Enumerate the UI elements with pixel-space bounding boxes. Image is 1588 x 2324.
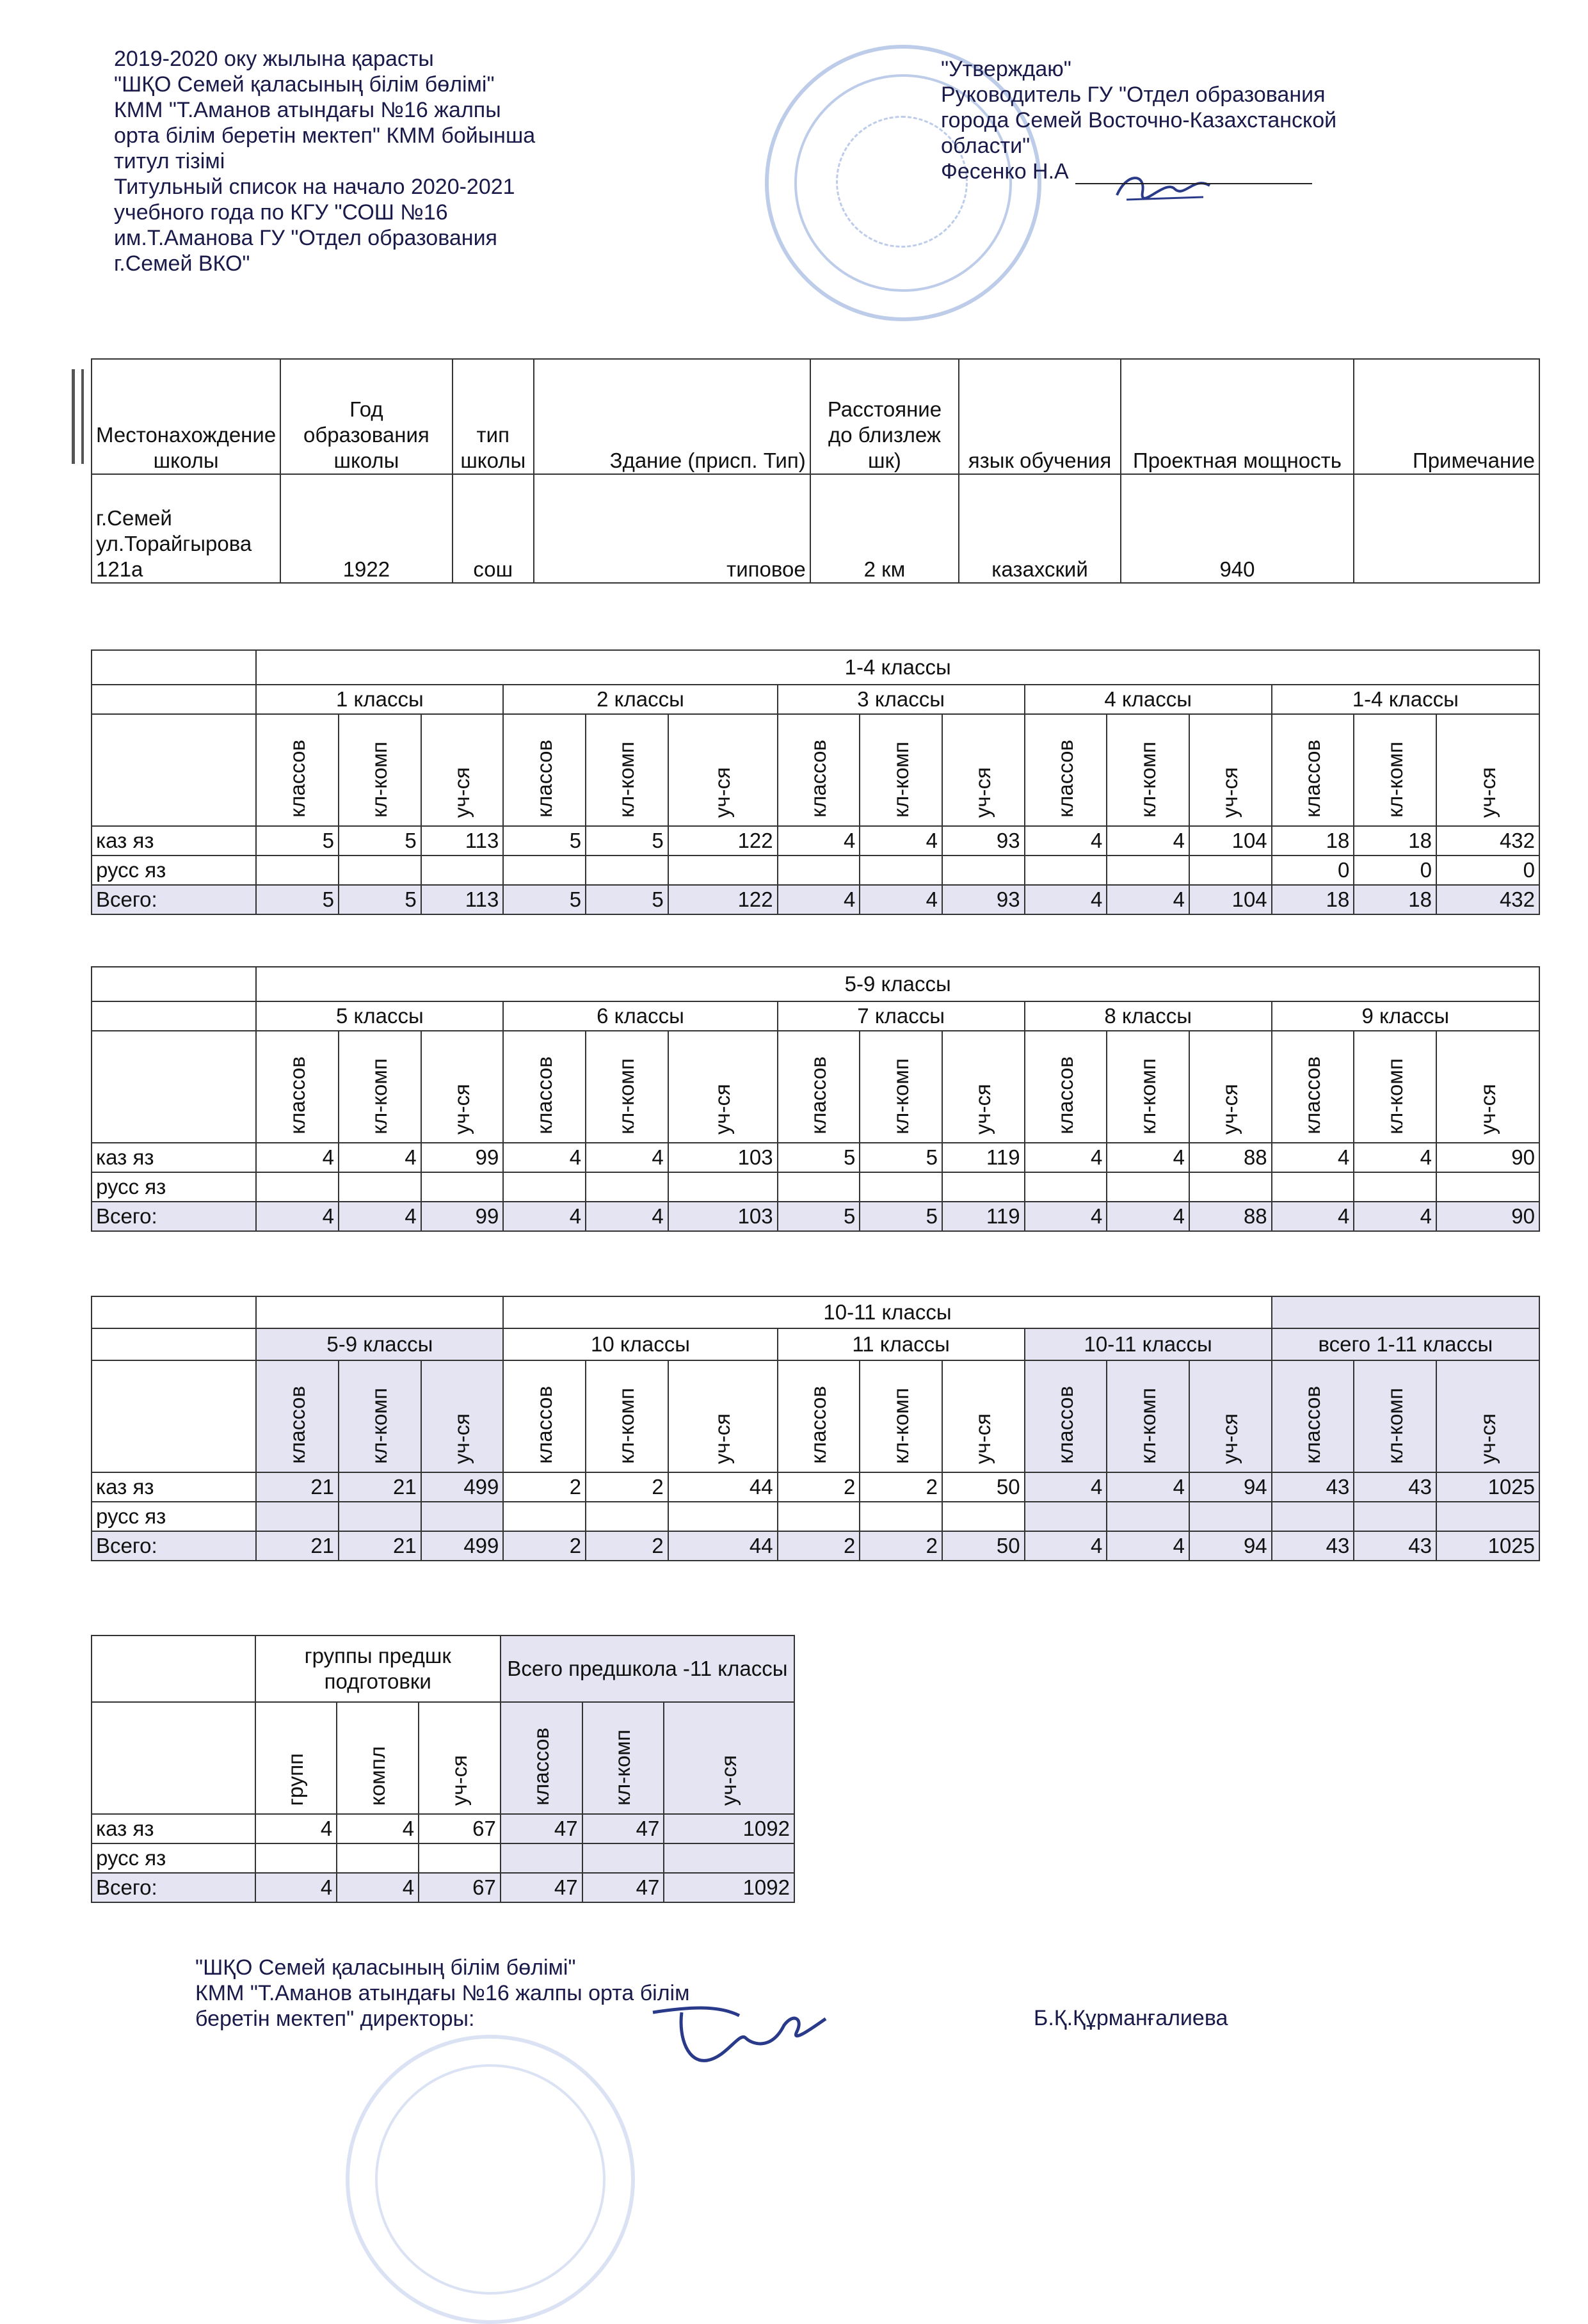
group-header: 10-11 классы bbox=[1025, 1328, 1272, 1360]
table-cell: 4 bbox=[503, 1143, 586, 1172]
sub-header: классов bbox=[285, 1386, 309, 1464]
table-cell: 99 bbox=[421, 1143, 504, 1172]
table-cell bbox=[778, 856, 860, 885]
table-cell: 43 bbox=[1272, 1531, 1354, 1561]
table-cell bbox=[1107, 1172, 1189, 1202]
table-cell: 44 bbox=[668, 1472, 778, 1502]
table-cell bbox=[255, 1843, 337, 1873]
sub-header: классов bbox=[532, 740, 556, 818]
header-left-line: учебного года по КГУ "СОШ №16 bbox=[114, 200, 448, 225]
table-cell bbox=[1025, 1502, 1107, 1531]
header-left-line: титул тізімі bbox=[114, 149, 225, 173]
table-cell: 93 bbox=[942, 885, 1025, 914]
info-cell: типовое bbox=[534, 474, 810, 583]
row-label: русс яз bbox=[92, 1843, 255, 1873]
table-cell bbox=[668, 1172, 778, 1202]
sub-header: классов bbox=[806, 740, 830, 818]
table-cell bbox=[339, 1502, 421, 1531]
table-row bbox=[92, 826, 1539, 856]
group-header: 6 классы bbox=[503, 1001, 777, 1031]
table-cell bbox=[501, 1843, 582, 1873]
table-cell: 21 bbox=[339, 1531, 421, 1561]
header-left-line: орта білім беретін мектеп" КММ бойынша bbox=[114, 123, 536, 148]
sub-header: классов bbox=[532, 1386, 556, 1464]
table-cell: 4 bbox=[778, 826, 860, 856]
row-label: каз яз bbox=[92, 1143, 256, 1172]
table-cell: 4 bbox=[1107, 1202, 1189, 1231]
table-cell: 5 bbox=[503, 826, 586, 856]
sub-header: классов bbox=[285, 1056, 309, 1134]
sub-header: уч-ся bbox=[447, 1755, 471, 1806]
sub-header: кл-комп bbox=[1135, 1388, 1160, 1464]
table-cell: 499 bbox=[421, 1531, 504, 1561]
table-cell: 47 bbox=[582, 1814, 664, 1843]
table-cell: 0 bbox=[1436, 856, 1539, 885]
table-cell: 4 bbox=[1354, 1143, 1436, 1172]
table-cell: 0 bbox=[1272, 856, 1354, 885]
table-cell: 4 bbox=[503, 1202, 586, 1231]
sub-header: кл-комп bbox=[614, 1058, 639, 1134]
table-cell bbox=[421, 1502, 504, 1531]
sub-header: уч-ся bbox=[717, 1755, 741, 1806]
table-cell: 18 bbox=[1272, 885, 1354, 914]
table-row bbox=[92, 1843, 794, 1873]
approval-block bbox=[941, 56, 1466, 184]
table-title: 10-11 классы bbox=[503, 1296, 1271, 1328]
table-cell bbox=[1025, 1172, 1107, 1202]
table-cell: 4 bbox=[337, 1873, 419, 1902]
table-cell bbox=[1436, 1502, 1539, 1531]
header-left-line: КММ "Т.Аманов атындағы №16 жалпы bbox=[114, 98, 501, 122]
table-cell: 5 bbox=[503, 885, 586, 914]
table-cell: 4 bbox=[860, 826, 942, 856]
info-header: Здание (присп. Тип) bbox=[534, 359, 810, 474]
table-cell bbox=[421, 856, 504, 885]
sub-header: классов bbox=[1053, 1056, 1077, 1134]
row-label: Всего: bbox=[92, 1202, 256, 1231]
table-title: 5-9 классы bbox=[256, 967, 1539, 1001]
sub-header: классов bbox=[1053, 740, 1077, 818]
sub-header: кл-комп bbox=[888, 742, 913, 818]
table-cell: 1025 bbox=[1436, 1531, 1539, 1561]
info-header: язык обучения bbox=[959, 359, 1121, 474]
sub-header: кл-комп bbox=[614, 742, 639, 818]
approval-line: "Утверждаю" bbox=[941, 57, 1071, 81]
group-header: 10 классы bbox=[503, 1328, 777, 1360]
table-cell: 5 bbox=[860, 1143, 942, 1172]
table-cell: 2 bbox=[778, 1472, 860, 1502]
sub-header: кл-комп bbox=[888, 1388, 913, 1464]
table-cell bbox=[256, 1502, 339, 1531]
row-label: Всего: bbox=[92, 1873, 255, 1902]
table-cell: 4 bbox=[339, 1202, 421, 1231]
sub-header: уч-ся bbox=[971, 1083, 995, 1134]
table-row bbox=[92, 1472, 1539, 1502]
info-cell: 2 км bbox=[810, 474, 959, 583]
table-cell: 1092 bbox=[664, 1873, 794, 1902]
header-left-line: "ШҚО Семей қаласының білім бөлімі" bbox=[114, 72, 495, 97]
sub-header: уч-ся bbox=[710, 1413, 735, 1464]
table-row bbox=[92, 1531, 1539, 1561]
table-cell bbox=[339, 856, 421, 885]
info-cell: казахский bbox=[959, 474, 1121, 583]
table-cell: 67 bbox=[419, 1814, 501, 1843]
table-cell: 21 bbox=[256, 1472, 339, 1502]
row-label: каз яз bbox=[92, 1814, 255, 1843]
table-cell bbox=[503, 1502, 586, 1531]
table-row bbox=[92, 1143, 1539, 1172]
approval-line: города Семей Восточно-Казахстанской bbox=[941, 108, 1337, 132]
sub-header: классов bbox=[285, 740, 309, 818]
table-title: 1-4 классы bbox=[256, 650, 1539, 685]
table-cell bbox=[586, 1502, 668, 1531]
table-cell bbox=[942, 856, 1025, 885]
header-left-line: им.Т.Аманова ГУ "Отдел образования bbox=[114, 226, 497, 250]
table-cell: 5 bbox=[339, 885, 421, 914]
table-cell: 2 bbox=[860, 1472, 942, 1502]
sub-header: компл bbox=[365, 1746, 390, 1806]
table-cell: 5 bbox=[256, 826, 339, 856]
row-label: Всего: bbox=[92, 885, 256, 914]
table-cell bbox=[1189, 1502, 1272, 1531]
table-cell: 94 bbox=[1189, 1472, 1272, 1502]
table-cell: 119 bbox=[942, 1143, 1025, 1172]
sub-header: кл-комп bbox=[1383, 742, 1407, 818]
table-cell: 2 bbox=[778, 1531, 860, 1561]
margin-marks bbox=[72, 369, 84, 464]
table-cell: 99 bbox=[421, 1202, 504, 1231]
table-cell: 18 bbox=[1354, 826, 1436, 856]
table-cell bbox=[1189, 856, 1272, 885]
table-cell: 4 bbox=[1025, 826, 1107, 856]
sub-header: классов bbox=[532, 1056, 556, 1134]
table-cell: 2 bbox=[860, 1531, 942, 1561]
table-cell: 21 bbox=[339, 1472, 421, 1502]
table-cell bbox=[942, 1172, 1025, 1202]
table-cell: 18 bbox=[1272, 826, 1354, 856]
row-label: русс яз bbox=[92, 1502, 256, 1531]
table-cell: 4 bbox=[1107, 885, 1189, 914]
table-cell: 104 bbox=[1189, 826, 1272, 856]
footer-line: беретін мектеп" директоры: bbox=[195, 2007, 475, 2031]
table-cell bbox=[503, 856, 586, 885]
table-cell: 43 bbox=[1354, 1531, 1436, 1561]
data-rows bbox=[92, 826, 1539, 914]
table-cell: 1092 bbox=[664, 1814, 794, 1843]
table-cell: 4 bbox=[1272, 1202, 1354, 1231]
table-cell: 47 bbox=[582, 1873, 664, 1902]
footer-line: КММ "Т.Аманов атындағы №16 жалпы орта білім bbox=[195, 1981, 690, 2005]
sub-header: кл-комп bbox=[1383, 1058, 1407, 1134]
table-cell: 5 bbox=[586, 826, 668, 856]
sub-header: кл-комп bbox=[1135, 1058, 1160, 1134]
table-cell: 5 bbox=[586, 885, 668, 914]
table-cell: 2 bbox=[503, 1472, 586, 1502]
sub-header: уч-ся bbox=[450, 1083, 474, 1134]
data-rows bbox=[92, 1472, 1539, 1561]
table-cell: 103 bbox=[668, 1143, 778, 1172]
group-header: 3 классы bbox=[778, 685, 1025, 714]
table-cell bbox=[1189, 1172, 1272, 1202]
table-cell: 4 bbox=[1025, 1202, 1107, 1231]
sub-header: уч-ся bbox=[971, 767, 995, 818]
table-row bbox=[92, 1814, 794, 1843]
table-cell: 4 bbox=[339, 1143, 421, 1172]
table-cell: 44 bbox=[668, 1531, 778, 1561]
table-cell bbox=[586, 856, 668, 885]
table-cell: 4 bbox=[1025, 1143, 1107, 1172]
table-cell: 4 bbox=[1025, 1531, 1107, 1561]
sub-header: классов bbox=[806, 1056, 830, 1134]
sub-header: уч-ся bbox=[971, 1413, 995, 1464]
table-cell: 432 bbox=[1436, 826, 1539, 856]
table-cell: 4 bbox=[586, 1143, 668, 1172]
table-cell: 104 bbox=[1189, 885, 1272, 914]
table-cell: 93 bbox=[942, 826, 1025, 856]
sub-header: классов bbox=[1300, 1386, 1324, 1464]
table-cell: 50 bbox=[942, 1531, 1025, 1561]
info-cell: 940 bbox=[1121, 474, 1354, 583]
sub-header: классов bbox=[1300, 740, 1324, 818]
table-cell: 4 bbox=[1107, 1531, 1189, 1561]
sub-header: классов bbox=[806, 1386, 830, 1464]
table-cell bbox=[1107, 856, 1189, 885]
table-cell bbox=[1354, 1172, 1436, 1202]
table-cell bbox=[1272, 1172, 1354, 1202]
table-cell: 4 bbox=[1107, 1472, 1189, 1502]
row-label: Всего: bbox=[92, 1531, 256, 1561]
table-cell bbox=[778, 1502, 860, 1531]
table-cell: 4 bbox=[255, 1873, 337, 1902]
info-cell: сош bbox=[453, 474, 534, 583]
table-cell bbox=[339, 1172, 421, 1202]
table-cell: 50 bbox=[942, 1472, 1025, 1502]
info-header: тип школы bbox=[453, 359, 534, 474]
info-cell: 1922 bbox=[280, 474, 452, 583]
table-cell: 5 bbox=[860, 1202, 942, 1231]
table-cell bbox=[1436, 1172, 1539, 1202]
table-cell: 47 bbox=[501, 1873, 582, 1902]
sub-header: кл-комп bbox=[367, 1058, 392, 1134]
table-cell bbox=[256, 1172, 339, 1202]
table-cell: 4 bbox=[256, 1202, 339, 1231]
sub-header: уч-ся bbox=[1475, 767, 1500, 818]
group-header: 11 классы bbox=[778, 1328, 1025, 1360]
school-info-table bbox=[91, 358, 1540, 584]
table-cell: 90 bbox=[1436, 1143, 1539, 1172]
table-cell: 113 bbox=[421, 885, 504, 914]
info-header: Год образования школы bbox=[280, 359, 452, 474]
table-cell: 88 bbox=[1189, 1143, 1272, 1172]
group-header: 1 классы bbox=[256, 685, 503, 714]
table-cell: 94 bbox=[1189, 1531, 1272, 1561]
table-cell: 103 bbox=[668, 1202, 778, 1231]
table-cell: 2 bbox=[586, 1531, 668, 1561]
table-cell: 43 bbox=[1272, 1472, 1354, 1502]
table-cell bbox=[419, 1843, 501, 1873]
sub-header: уч-ся bbox=[1218, 767, 1242, 818]
sub-header: уч-ся bbox=[710, 767, 735, 818]
sub-header: уч-ся bbox=[1475, 1413, 1500, 1464]
info-cell: г.Семей ул.Торайгырова 121а bbox=[92, 474, 280, 583]
group-header: всего 1-11 классы bbox=[1272, 1328, 1539, 1360]
approval-signer: Фесенко Н.А bbox=[941, 159, 1069, 184]
table-row bbox=[92, 1873, 794, 1902]
table-cell: 432 bbox=[1436, 885, 1539, 914]
row-label: каз яз bbox=[92, 1472, 256, 1502]
table-cell: 4 bbox=[255, 1814, 337, 1843]
footer-block bbox=[195, 1955, 835, 2032]
sub-header: групп bbox=[284, 1753, 308, 1806]
director-name: Б.Қ.Құрманғалиева bbox=[1034, 2006, 1228, 2030]
table-row bbox=[92, 856, 1539, 885]
table-cell: 4 bbox=[1107, 826, 1189, 856]
sub-header: кл-комп bbox=[611, 1730, 635, 1806]
table-cell bbox=[860, 1172, 942, 1202]
group-header: 4 классы bbox=[1025, 685, 1272, 714]
table-cell: 4 bbox=[256, 1143, 339, 1172]
table-cell: 90 bbox=[1436, 1202, 1539, 1231]
group-header: 1-4 классы bbox=[1272, 685, 1539, 714]
sub-header: кл-комп bbox=[367, 1388, 392, 1464]
table-cell: 43 bbox=[1354, 1472, 1436, 1502]
row-label: русс яз bbox=[92, 856, 256, 885]
group-header: группы предшк подготовки bbox=[255, 1636, 501, 1702]
official-stamp-bottom bbox=[346, 2035, 635, 2324]
sub-header: кл-комп bbox=[1383, 1388, 1407, 1464]
table-cell: 4 bbox=[860, 885, 942, 914]
table-cell: 499 bbox=[421, 1472, 504, 1502]
sub-header: кл-комп bbox=[888, 1058, 913, 1134]
row-label: каз яз bbox=[92, 826, 256, 856]
info-header: Проектная мощность bbox=[1121, 359, 1354, 474]
table-cell: 4 bbox=[778, 885, 860, 914]
table-cell: 5 bbox=[256, 885, 339, 914]
classes-1-4-table bbox=[91, 649, 1540, 915]
table-cell bbox=[582, 1843, 664, 1873]
table-cell bbox=[256, 856, 339, 885]
table-cell bbox=[1272, 1502, 1354, 1531]
table-cell: 4 bbox=[586, 1202, 668, 1231]
footer-line: "ШҚО Семей қаласының білім бөлімі" bbox=[195, 1955, 576, 1980]
table-cell bbox=[503, 1172, 586, 1202]
sub-header: кл-комп bbox=[614, 1388, 639, 1464]
table-cell bbox=[860, 1502, 942, 1531]
sub-header: уч-ся bbox=[710, 1083, 735, 1134]
info-cell bbox=[1354, 474, 1539, 583]
table-cell: 5 bbox=[778, 1202, 860, 1231]
table-cell bbox=[1107, 1502, 1189, 1531]
classes-5-9-table bbox=[91, 966, 1540, 1232]
table-cell: 122 bbox=[668, 826, 778, 856]
sub-header: классов bbox=[1300, 1056, 1324, 1134]
info-header: Местонахождение школы bbox=[92, 359, 280, 474]
table-cell: 113 bbox=[421, 826, 504, 856]
table-cell: 2 bbox=[503, 1531, 586, 1561]
sub-header: классов bbox=[529, 1728, 553, 1806]
table-cell bbox=[668, 1502, 778, 1531]
group-header: 7 классы bbox=[778, 1001, 1025, 1031]
table-cell: 4 bbox=[1107, 1143, 1189, 1172]
header-left-line: г.Семей ВКО" bbox=[114, 251, 250, 276]
signature-line bbox=[1075, 164, 1312, 184]
table-cell bbox=[860, 856, 942, 885]
group-header: 9 классы bbox=[1272, 1001, 1539, 1031]
table-cell: 67 bbox=[419, 1873, 501, 1902]
group-header: 8 классы bbox=[1025, 1001, 1272, 1031]
sub-header: уч-ся bbox=[1218, 1413, 1242, 1464]
table-row bbox=[92, 885, 1539, 914]
sub-header: уч-ся bbox=[450, 1413, 474, 1464]
classes-10-11-table bbox=[91, 1296, 1540, 1561]
table-row bbox=[92, 1502, 1539, 1531]
sub-header: кл-комп bbox=[1135, 742, 1160, 818]
table-cell bbox=[421, 1172, 504, 1202]
sub-header: уч-ся bbox=[1218, 1083, 1242, 1134]
table-cell: 0 bbox=[1354, 856, 1436, 885]
table-cell bbox=[337, 1843, 419, 1873]
group-header: 5-9 классы bbox=[256, 1328, 503, 1360]
table-cell: 4 bbox=[1025, 885, 1107, 914]
table-cell: 5 bbox=[778, 1143, 860, 1172]
approval-line: области" bbox=[941, 134, 1031, 158]
table-cell bbox=[1354, 1502, 1436, 1531]
table-cell bbox=[778, 1172, 860, 1202]
table-cell: 4 bbox=[1272, 1143, 1354, 1172]
header-left bbox=[114, 46, 626, 276]
info-header: Расстояние до близлеж шк) bbox=[810, 359, 959, 474]
table-row bbox=[92, 1172, 1539, 1202]
data-rows bbox=[92, 1143, 1539, 1231]
table-cell: 119 bbox=[942, 1202, 1025, 1231]
approval-line: Руководитель ГУ "Отдел образования bbox=[941, 83, 1326, 107]
header-left-line: Титульный список на начало 2020-2021 bbox=[114, 175, 515, 199]
group-header: 2 классы bbox=[503, 685, 777, 714]
table-cell: 4 bbox=[337, 1814, 419, 1843]
table-cell: 18 bbox=[1354, 885, 1436, 914]
table-cell bbox=[668, 856, 778, 885]
table-row bbox=[92, 1202, 1539, 1231]
table-cell: 5 bbox=[339, 826, 421, 856]
group-header: 5 классы bbox=[256, 1001, 503, 1031]
table-cell bbox=[1025, 856, 1107, 885]
data-rows bbox=[92, 1814, 794, 1902]
table-cell: 1025 bbox=[1436, 1472, 1539, 1502]
table-cell: 21 bbox=[256, 1531, 339, 1561]
sub-header: кл-комп bbox=[367, 742, 392, 818]
sub-header: классов bbox=[1053, 1386, 1077, 1464]
table-cell bbox=[586, 1172, 668, 1202]
table-cell: 88 bbox=[1189, 1202, 1272, 1231]
header-left-line: 2019-2020 оку жылына қарасты bbox=[114, 47, 434, 71]
info-header: Примечание bbox=[1354, 359, 1539, 474]
table-cell: 4 bbox=[1025, 1472, 1107, 1502]
table-cell: 47 bbox=[501, 1814, 582, 1843]
preschool-table bbox=[91, 1635, 795, 1903]
sub-header: уч-ся bbox=[1475, 1083, 1500, 1134]
table-cell: 4 bbox=[1354, 1202, 1436, 1231]
table-cell bbox=[664, 1843, 794, 1873]
row-label: русс яз bbox=[92, 1172, 256, 1202]
table-cell bbox=[942, 1502, 1025, 1531]
sub-header: уч-ся bbox=[450, 767, 474, 818]
group-header: Всего предшкола -11 классы bbox=[501, 1636, 794, 1702]
table-cell: 2 bbox=[586, 1472, 668, 1502]
table-cell: 122 bbox=[668, 885, 778, 914]
